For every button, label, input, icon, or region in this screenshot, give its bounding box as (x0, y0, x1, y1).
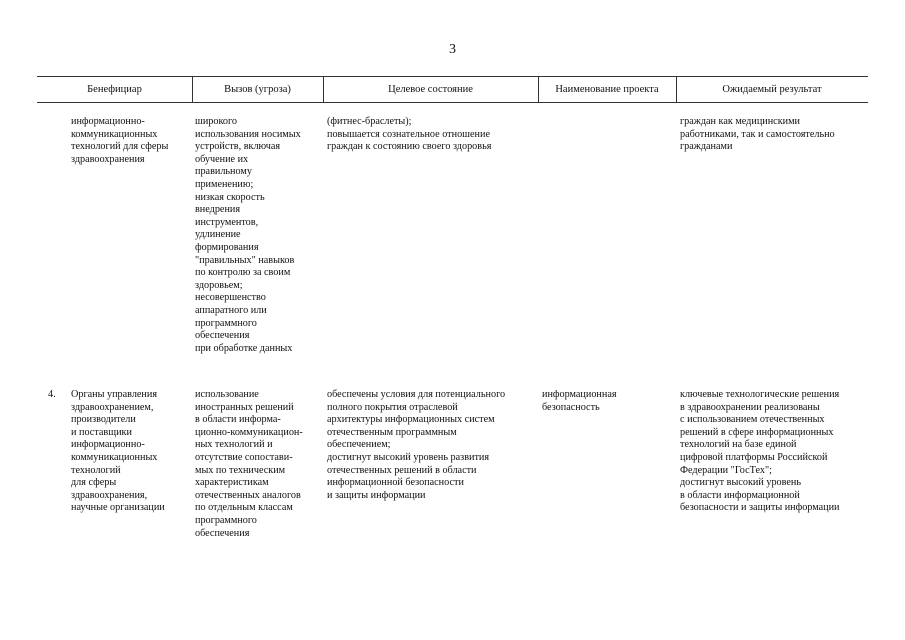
header-project-name: Наименование проекта (555, 84, 659, 95)
cell-expected-result: граждан как медицинскими работниками, так и самостоятельно гражданами (680, 116, 835, 153)
header-challenge: Вызов (угроза) (224, 84, 291, 95)
cell-beneficiary: Органы управления здравоохранением, производители и поставщики информационно- коммуникационных технологий для сферы здравоохранения, научные организации (71, 389, 165, 514)
table-top-rule (37, 76, 868, 77)
header-beneficiary: Бенефициар (87, 84, 142, 95)
cell-project-name: информационная безопасность (542, 389, 617, 413)
cell-target-state: обеспечены условия для потенциального полного покрытия отраслевой архитектуры информационных систем отечественным программным обеспечением; достигнут высокий уровень развития отечественных решений в области информационной безопасности и защиты информации (327, 389, 506, 501)
cell-target-state: (фитнес-браслеты); повышается сознательное отношение граждан к состоянию своего здоровья (327, 116, 492, 153)
page-number: 3 (449, 42, 456, 57)
cell-expected-result: ключевые технологические решения в здравоохранении реализованы с использованием отечественных решений в сфере информационных технологий на базе единой цифровой платформы Российской Федерации "ГосТех"; достигнут высокий уровень в области информационной безопасности и защиты информации (680, 389, 840, 514)
header-expected-result: Ожидаемый результат (722, 84, 822, 95)
table-header-rule (37, 102, 868, 103)
header-target-state: Целевое состояние (388, 84, 473, 95)
cell-challenge: использование иностранных решений в области информа- ционно-коммуникацион- ных технологий и отсутствие сопостави- мых по техническим характеристикам отечественных аналогов по отдельным классам программного обеспечения (195, 389, 303, 539)
cell-challenge: широкого использования носимых устройств, включая обучение их правильному применению; низкая скорость внедрения инструментов, удлинение формирования "правильных" навыков по контролю за своим здоровьем; несовершенство аппаратного или программного обеспечения при обработке данных (195, 116, 301, 354)
row-number: 4. (48, 389, 56, 400)
cell-beneficiary: информационно- коммуникационных технологий для сферы здравоохранения (71, 116, 169, 165)
